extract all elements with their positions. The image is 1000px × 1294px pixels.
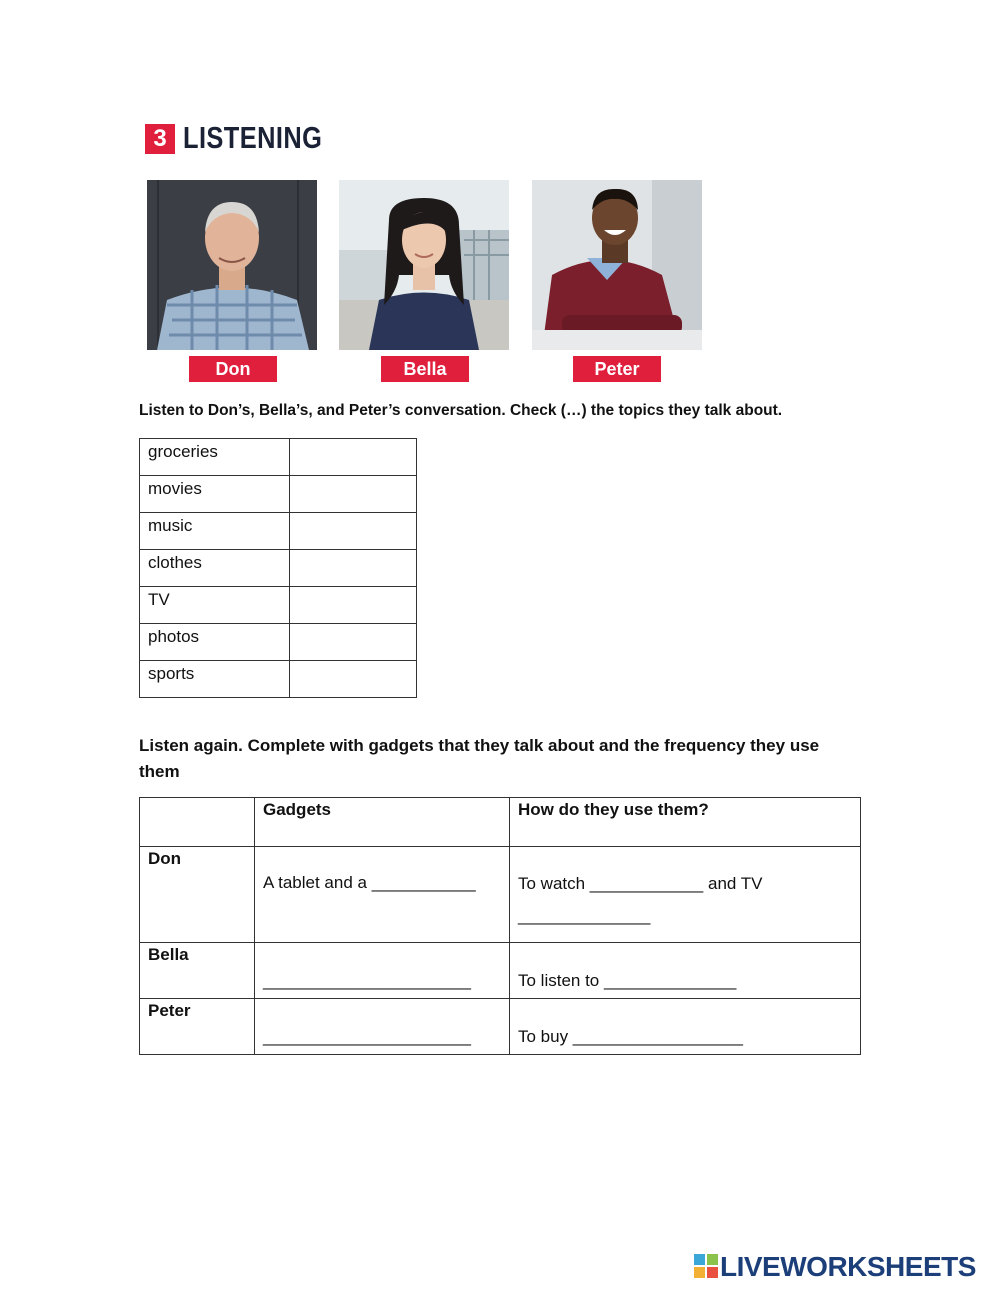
gadgets-table: [139, 797, 861, 1055]
name-tag-don: Don: [189, 356, 277, 382]
liveworksheets-icon: [694, 1254, 718, 1284]
topic-check-cell[interactable]: [290, 476, 417, 513]
table-row: [140, 439, 417, 476]
person-name: Don: [140, 847, 255, 943]
name-tag-bella: Bella: [381, 356, 469, 382]
header-empty: [140, 798, 255, 847]
gadget-answer[interactable]: [255, 999, 510, 1055]
topic-label: music: [140, 513, 290, 550]
usage-answer[interactable]: [510, 847, 861, 943]
table-row: [140, 624, 417, 661]
usage-text-line2: ______________: [518, 906, 651, 925]
usage-text: To listen to ______________: [518, 971, 737, 990]
topic-check-cell[interactable]: [290, 513, 417, 550]
section-title: LISTENING: [183, 120, 323, 155]
instruction-topics: Listen to Don’s, Bella’s, and Peter’s conversation. Check (…) the topics they talk about.: [139, 402, 783, 419]
usage-answer[interactable]: [510, 943, 861, 999]
photo-bella: [339, 180, 509, 350]
brand-text: LIVEWORKSHEETS: [720, 1251, 976, 1282]
topic-label: groceries: [140, 439, 290, 476]
topic-label: sports: [140, 661, 290, 698]
topic-label: TV: [140, 587, 290, 624]
gadget-text: ______________________: [263, 1027, 472, 1046]
topic-check-cell[interactable]: [290, 587, 417, 624]
topic-check-cell[interactable]: [290, 439, 417, 476]
table-row: [140, 587, 417, 624]
gadget-text: ______________________: [263, 971, 472, 990]
table-header-row: [140, 798, 861, 847]
header-usage: How do they use them?: [510, 798, 861, 847]
topic-label: clothes: [140, 550, 290, 587]
topic-check-cell[interactable]: [290, 661, 417, 698]
table-row: [140, 999, 861, 1055]
topics-table: [139, 438, 417, 698]
topic-label: movies: [140, 476, 290, 513]
topic-check-cell[interactable]: [290, 550, 417, 587]
header-gadgets: Gadgets: [255, 798, 510, 847]
table-row: [140, 847, 861, 943]
name-tag-peter: Peter: [573, 356, 661, 382]
person-name: Peter: [140, 999, 255, 1055]
topic-label: photos: [140, 624, 290, 661]
table-row: [140, 943, 861, 999]
usage-text: To watch ____________ and TV: [518, 874, 763, 893]
gadget-text: A tablet and a ___________: [263, 873, 476, 892]
table-row: [140, 476, 417, 513]
usage-answer[interactable]: [510, 999, 861, 1055]
person-name: Bella: [140, 943, 255, 999]
gadget-answer[interactable]: [255, 847, 510, 943]
photo-peter: [532, 180, 702, 350]
section-number-badge: 3: [145, 124, 175, 154]
gadget-answer[interactable]: [255, 943, 510, 999]
table-row: [140, 661, 417, 698]
table-row: [140, 550, 417, 587]
topic-check-cell[interactable]: [290, 624, 417, 661]
usage-text: To buy __________________: [518, 1027, 743, 1046]
table-row: [140, 513, 417, 550]
photo-don: [147, 180, 317, 350]
instruction-gadgets: Listen again. Complete with gadgets that they talk about and the frequency they use them: [139, 736, 820, 781]
liveworksheets-logo: [694, 1252, 976, 1282]
